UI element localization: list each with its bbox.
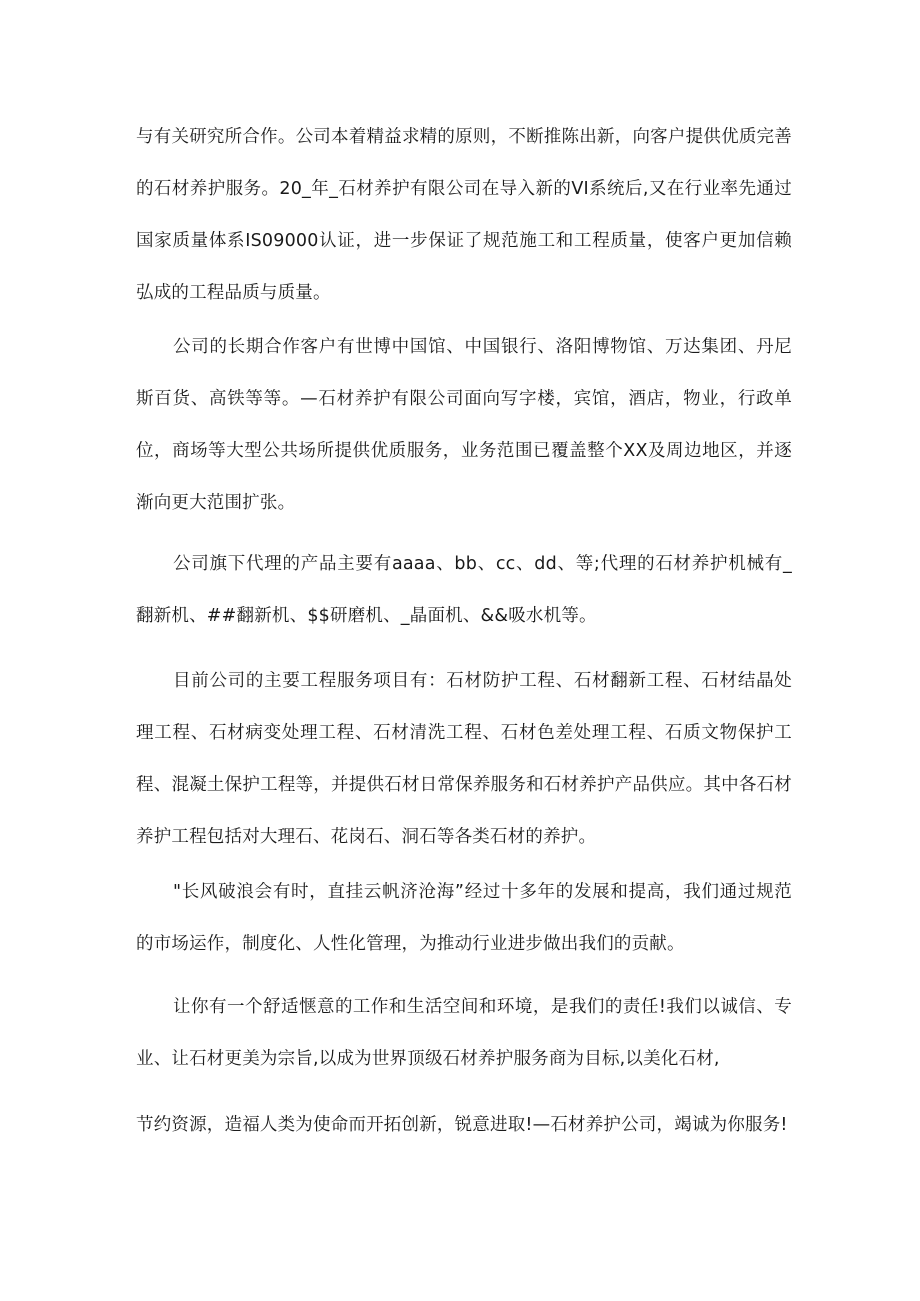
paragraph-engineering-services: 目前公司的主要工程服务项目有：石材防护工程、石材翻新工程、石材结晶处理工程、石材病变处理工程、石材清洗工程、石材色差处理工程、石质文物保护工程、混凝土保护工程等，并提供石材日常保养服务和石材养护产品供应。其中各石材养护工程包括对大理石、花岗石、洞石等各类石材的养护。 — [136, 671, 792, 847]
paragraph-agency-products: 公司旗下代理的产品主要有aaaa、bb、cc、dd、等;代理的石材养护机械有_翻新机、##翻新机、$$研磨机、_晶面机、&&吸水机等。 — [136, 554, 792, 626]
paragraph-long-term-clients: 公司的长期合作客户有世博中国馆、中国银行、洛阳博物馆、万达集团、丹尼斯百货、高铁等等。—石材养护有限公司面向写字楼，宾馆，酒店，物业，行政单位，商场等大型公共场所提供优质服务，业务范围已覆盖整个XX及周边地区，并逐渐向更大范围扩张。 — [136, 337, 792, 513]
paragraph-closing-statement: 节约资源，造福人类为使命而开拓创新，锐意进取!—石材养护公司，竭诚为你服务! — [136, 1115, 788, 1135]
paragraph-company-mission: 让你有一个舒适惬意的工作和生活空间和环境，是我们的责任!我们以诚信、专业、让石材更美为宗旨,以成为世界顶级石材养护服务商为目标,以美化石材, — [136, 997, 792, 1069]
paragraph-company-cooperation: 与有关研究所合作。公司本着精益求精的原则，不断推陈出新，向客户提供优质完善的石材养护服务。20_年_石材养护有限公司在导入新的VI系统后,又在行业率先通过国家质量体系IS09000认证，进一步保证了规范施工和工程质量，使客户更加信赖弘成的工程品质与质量。 — [136, 127, 792, 303]
paragraph-development-quote: "长风破浪会有时，直挂云帆济沧海”经过十多年的发展和提高，我们通过规范的市场运作，制度化、人性化管理，为推动行业进步做出我们的贡献。 — [136, 882, 792, 954]
